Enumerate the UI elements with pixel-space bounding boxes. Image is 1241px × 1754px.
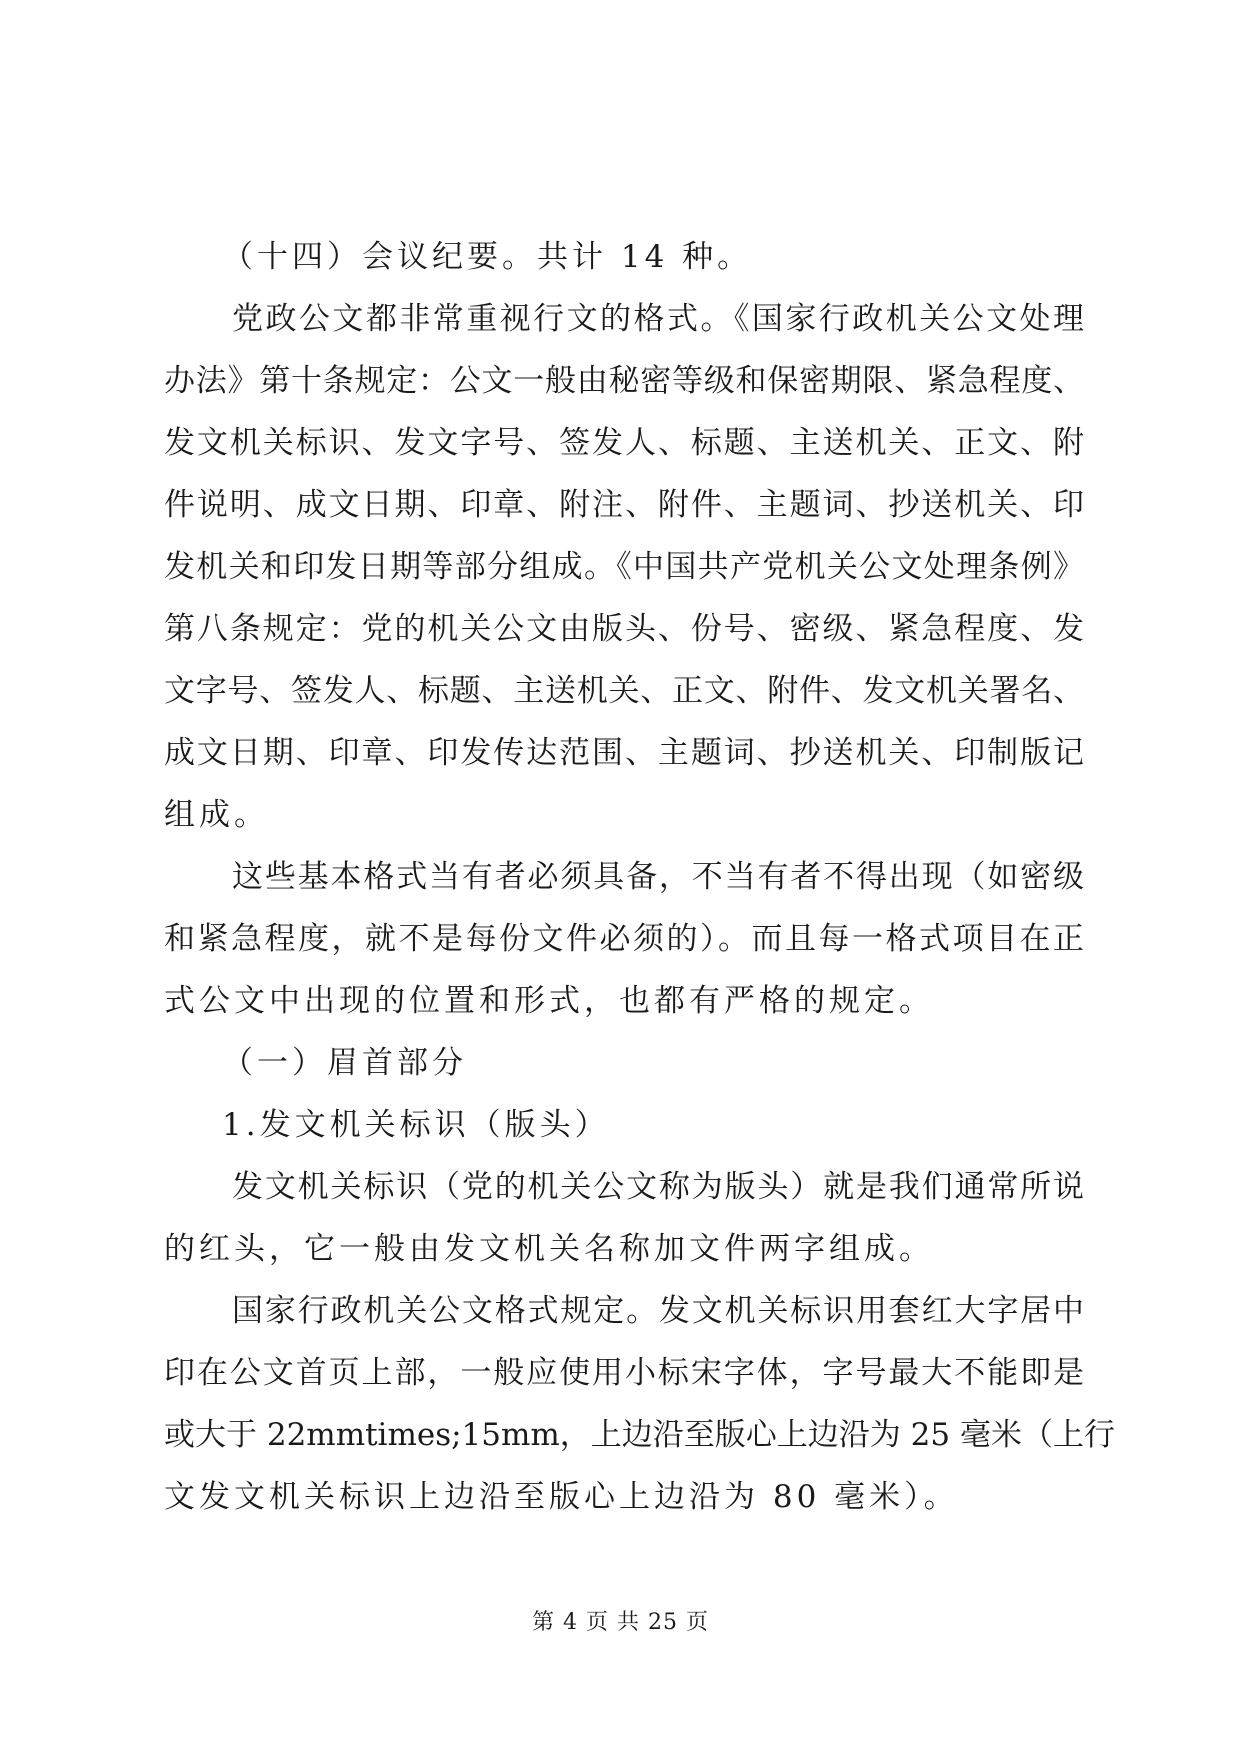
section-heading: （一）眉首部分 bbox=[222, 1045, 467, 1081]
paragraph-line: 第八条规定：党的机关公文由版头、份号、密级、紧急程度、发 bbox=[164, 611, 1084, 647]
paragraph-line: 组成。 bbox=[164, 797, 269, 833]
paragraph-line: 或大于 22mmtimes;15mm，上边沿至版心上边沿为 25 毫米（上行 bbox=[164, 1417, 1115, 1453]
paragraph-line: 的红头，它一般由发文机关名称加文件两字组成。 bbox=[164, 1231, 934, 1267]
paragraph-line: 发文机关标识、发文字号、签发人、标题、主送机关、正文、附 bbox=[164, 425, 1084, 461]
page-number-footer: 第 4 页 共 25 页 bbox=[532, 1610, 709, 1635]
paragraph-line: （十四）会议纪要。共计 14 种。 bbox=[222, 239, 753, 275]
paragraph-line: 发机关和印发日期等部分组成。《中国共产党机关公文处理条例》 bbox=[164, 549, 1084, 585]
paragraph-line: 印在公文首页上部，一般应使用小标宋字体，字号最大不能即是 bbox=[164, 1355, 1084, 1391]
paragraph-line: 和紧急程度，就不是每份文件必须的）。而且每一格式项目在正 bbox=[164, 921, 1084, 957]
paragraph-line: 办法》第十条规定：公文一般由秘密等级和保密期限、紧急程度、 bbox=[164, 363, 1084, 399]
paragraph-line: 文发文机关标识上边沿至版心上边沿为 80 毫米）。 bbox=[164, 1479, 959, 1515]
paragraph-line: 国家行政机关公文格式规定。发文机关标识用套红大字居中 bbox=[232, 1293, 1084, 1329]
document-body bbox=[164, 226, 1115, 1528]
paragraph-line: 文字号、签发人、标题、主送机关、正文、附件、发文机关署名、 bbox=[164, 673, 1084, 709]
paragraph-line: 这些基本格式当有者必须具备，不当有者不得出现（如密级 bbox=[232, 859, 1084, 895]
subsection-heading: 1.发文机关标识（版头） bbox=[222, 1107, 610, 1143]
paragraph-line: 发文机关标识（党的机关公文称为版头）就是我们通常所说 bbox=[232, 1169, 1084, 1205]
paragraph-line: 件说明、成文日期、印章、附注、附件、主题词、抄送机关、印 bbox=[164, 487, 1084, 523]
paragraph-line: 式公文中出现的位置和形式，也都有严格的规定。 bbox=[164, 983, 934, 1019]
paragraph-line: 成文日期、印章、印发传达范围、主题词、抄送机关、印制版记 bbox=[164, 735, 1084, 771]
paragraph-line: 党政公文都非常重视行文的格式。《国家行政机关公文处理 bbox=[232, 301, 1084, 337]
